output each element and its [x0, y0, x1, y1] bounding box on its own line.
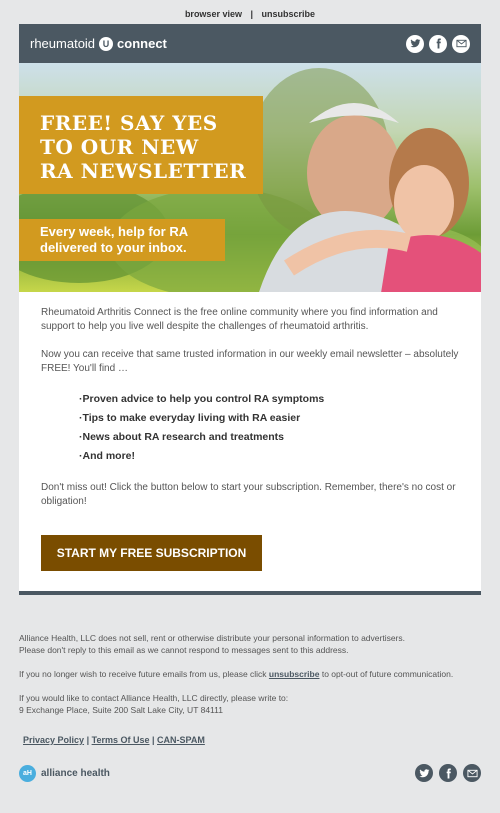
list-item: · Tips to make everyday living with RA easier — [79, 411, 459, 425]
list-item: · And more! — [79, 449, 459, 463]
footer — [19, 632, 489, 746]
unsubscribe-notice — [19, 668, 489, 680]
terms-of-use-link[interactable]: Terms Of Use — [91, 735, 150, 745]
card-bottom-rule — [19, 591, 481, 595]
privacy-notice — [19, 632, 489, 656]
browser-view-link[interactable]: browser view — [184, 9, 242, 19]
privacy-line-1: Alliance Health, LLC does not sell, rent or otherwise distribute your personal information to advertisers. — [19, 633, 405, 643]
privacy-line-2: Please don't reply to this email as we cannot respond to messages sent to this address. — [19, 645, 349, 655]
logo-mark-icon: U — [99, 37, 113, 51]
subheadline-box — [19, 219, 225, 261]
email-icon[interactable] — [452, 35, 470, 53]
body-content — [19, 292, 481, 591]
unsub-text-before: If you no longer wish to receive future emails from us, please click — [19, 669, 269, 679]
twitter-icon[interactable] — [406, 35, 424, 53]
separator: | — [151, 735, 155, 745]
footer-unsubscribe-link[interactable]: unsubscribe — [268, 669, 320, 679]
list-item: · News about RA research and treatments — [79, 430, 459, 444]
alliance-health-mark-icon: aH — [19, 765, 36, 782]
unsubscribe-link[interactable]: unsubscribe — [261, 9, 316, 19]
subheadline-line-1: Every week, help for RA — [40, 224, 189, 239]
contact-address: 9 Exchange Place, Suite 200 Salt Lake City, UT 84111 — [19, 705, 223, 715]
subscribe-button[interactable]: START MY FREE SUBSCRIPTION — [41, 535, 262, 571]
headline-line-3: RA NEWSLETTER — [40, 159, 247, 183]
newsletter-card — [19, 24, 481, 595]
separator: | — [86, 735, 90, 745]
footer-social — [415, 764, 481, 782]
footer-brand-row — [19, 764, 481, 782]
benefits-list — [41, 392, 459, 463]
logo-text-right: connect — [117, 36, 167, 51]
contact-line-1: If you would like to contact Alliance Health, LLC directly, please write to: — [19, 693, 289, 703]
separator: | — [250, 9, 254, 19]
hero-banner — [19, 63, 481, 292]
headline-box — [19, 96, 263, 194]
offer-paragraph: Now you can receive that same trusted information in our weekly email newsletter – absolutely FREE! You'll find … — [41, 349, 459, 374]
headline-line-2: TO OUR NEW — [40, 135, 199, 159]
top-links — [0, 0, 500, 25]
subheadline-line-2: delivered to your inbox. — [40, 240, 187, 255]
facebook-icon[interactable] — [439, 764, 457, 782]
header-social — [406, 35, 470, 53]
email-icon[interactable] — [463, 764, 481, 782]
closing-paragraph: Don't miss out! Click the button below to start your subscription. Remember, there's no cost or obligation! — [41, 482, 456, 507]
intro-paragraph: Rheumatoid Arthritis Connect is the free online community where you find information and support to help you live well despite the challenges of rheumatoid arthritis. — [41, 307, 438, 332]
can-spam-link[interactable]: CAN-SPAM — [157, 735, 205, 745]
list-item: · Proven advice to help you control RA symptoms — [79, 392, 459, 406]
alliance-health-logo[interactable] — [19, 765, 110, 782]
headline-line-1: FREE! SAY YES — [40, 111, 218, 135]
header-bar — [19, 24, 481, 63]
logo[interactable] — [30, 36, 167, 51]
privacy-policy-link[interactable]: Privacy Policy — [23, 735, 85, 745]
alliance-health-name: alliance health — [41, 767, 110, 779]
twitter-icon[interactable] — [415, 764, 433, 782]
footer-links — [23, 734, 489, 746]
unsub-text-after: to opt-out of future communication. — [319, 669, 454, 679]
logo-text-left: rheumatoid — [30, 36, 96, 51]
contact-notice — [19, 692, 489, 716]
facebook-icon[interactable] — [429, 35, 447, 53]
